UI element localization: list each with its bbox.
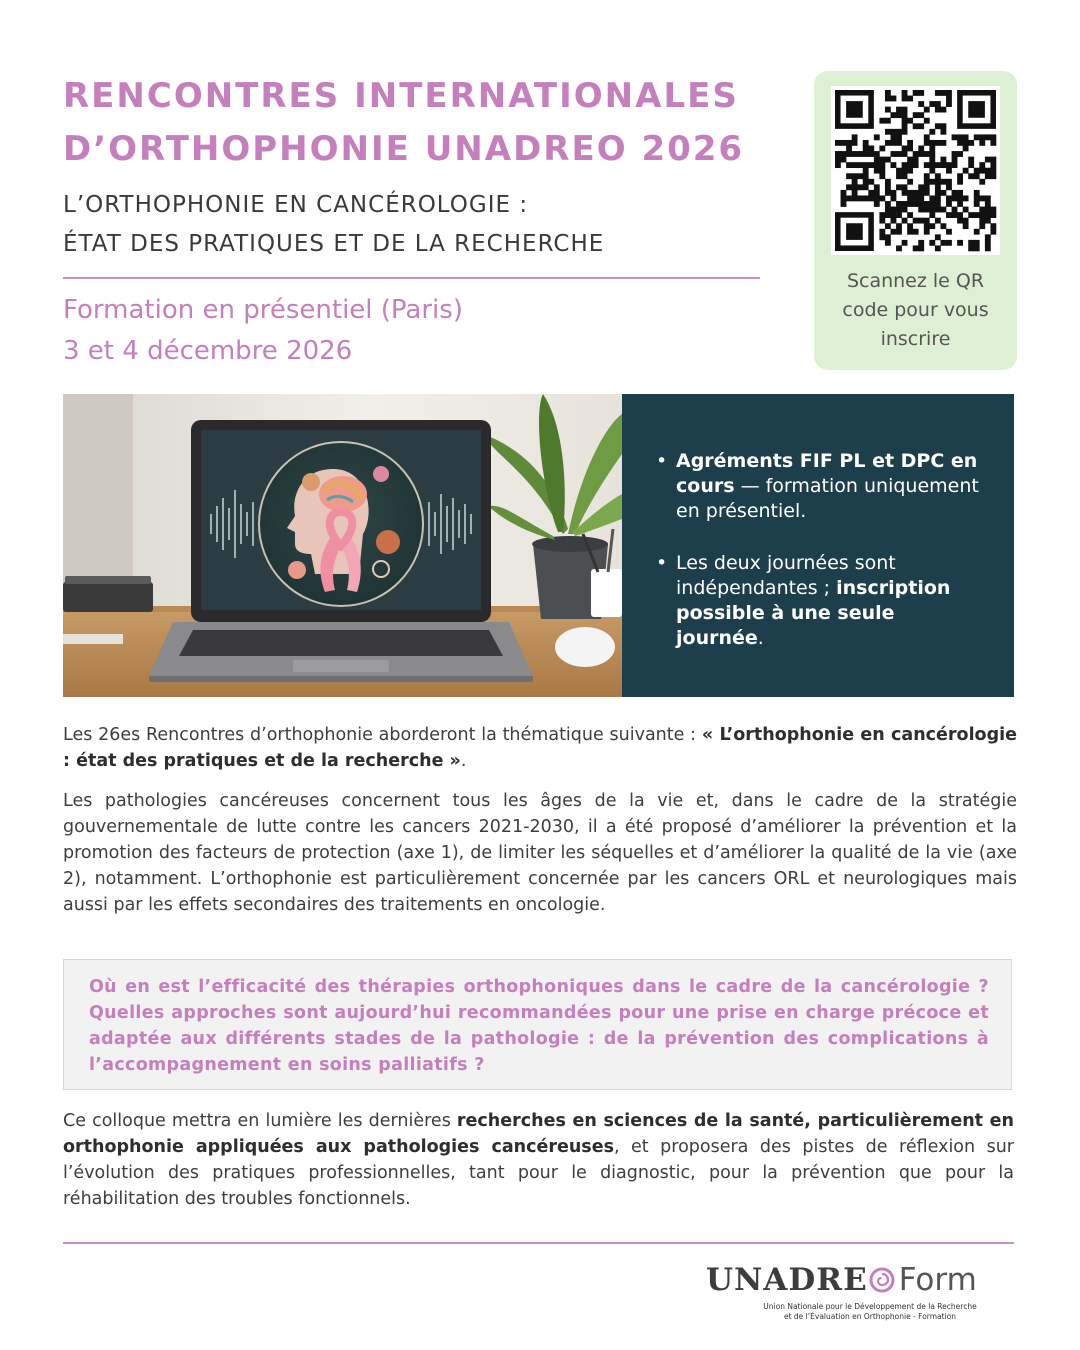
event-subtitle-line-2: ÉTAT DES PRATIQUES ET DE LA RECHERCHE <box>63 231 605 257</box>
registration-text: Les deux journées sont indépendantes ; <box>676 552 896 599</box>
event-subtitle-line-1: L’ORTHOPHONIE EN CANCÉROLOGIE : <box>63 192 529 218</box>
event-subtitle <box>63 186 783 264</box>
logo-tagline-line-2: et de l’Évaluation en Orthophonie - Formation <box>783 1312 957 1321</box>
info-panel <box>622 394 1014 697</box>
conclusion-text: Ce colloque mettra en lumière les dernières <box>63 1111 457 1131</box>
context-paragraph: Les pathologies cancéreuses concernent tous les âges de la vie et, dans le cadre de la stratégie gouvernementale de lutte contre les cancers 2021-2030, il a été proposé d’améliorer la prévention et la promotion des facteurs de protection (axe 1), de limiter les séquelles et d’améliorer la qualité de la vie (axe 2), notamment. L’orthophonie est particulièrement concernée par les cancers ORL et neurologiques mais aussi par les effets secondaires des traitements en oncologie. <box>63 791 1017 915</box>
registration-end: . <box>757 627 764 649</box>
hero-banner <box>63 394 1014 697</box>
accreditation-strong: Agréments FIF PL et DPC en cours <box>676 450 978 497</box>
intro-text: Les 26es Rencontres d’orthophonie aborderont la thématique suivante : <box>63 725 702 745</box>
question-callout <box>63 959 1012 1090</box>
qr-registration-card[interactable] <box>814 71 1017 370</box>
training-format: Formation en présentiel (Paris) <box>63 295 463 325</box>
laptop-illustration-icon <box>63 394 622 697</box>
footer-divider <box>63 1242 1014 1244</box>
spiral-o-icon <box>869 1267 895 1293</box>
intro-paragraph <box>63 722 1017 774</box>
info-item-accreditation <box>656 449 986 524</box>
registration-strong: inscription possible à une seule journée <box>676 577 951 649</box>
intro-end: . <box>460 751 467 771</box>
qr-caption: Scannez le QR code pour vous inscrire <box>842 270 989 350</box>
info-item-registration <box>656 551 986 651</box>
logo-tagline-line-1: Union Nationale pour le Développement de la Recherche <box>763 1302 977 1311</box>
conclusion-end: , et proposera des pistes de réflexion sur l’évolution des pratiques professionnelles, tant pour le diagnostic, pour la prévention que pour la réhabilitation des troubles fonctionnels. <box>63 1137 1014 1209</box>
event-title-line-2: D’ORTHOPHONIE UNADREO 2026 <box>63 129 745 169</box>
event-dates: 3 et 4 décembre 2026 <box>63 336 353 366</box>
event-title-line-1: RENCONTRES INTERNATIONALES <box>63 76 739 116</box>
logo-word-start: UNADRE <box>706 1262 868 1298</box>
bullet-icon: • <box>656 450 668 472</box>
logo-tagline <box>740 1302 1000 1322</box>
conclusion-strong: recherches en sciences de la santé, particulièrement en orthophonie appliquées aux pathologies cancéreuses <box>63 1111 1014 1157</box>
conclusion-paragraph <box>63 1108 1014 1212</box>
question-text: Où en est l’efficacité des thérapies orthophoniques dans le cadre de la cancérologie ? Quelles approches sont aujourd’hui recommandées pour une prise en charge précoce et adaptée aux différents stades de la pathologie : de la prévention des complications à l’accompagnement en soins palliatifs ? <box>89 977 989 1075</box>
header-divider <box>63 277 760 279</box>
intro-theme: « L’orthophonie en cancérologie : état des pratiques et de la recherche » <box>63 725 1017 771</box>
bullet-icon: • <box>656 552 668 574</box>
event-title <box>63 70 803 176</box>
unadreo-form-logo <box>700 1262 1010 1324</box>
logo-wordmark <box>706 1262 977 1298</box>
qr-code-icon[interactable] <box>831 86 1000 255</box>
accreditation-text: — formation uniquement en présentiel. <box>676 475 979 522</box>
info-list <box>656 449 986 678</box>
logo-word-end: Form <box>898 1262 977 1298</box>
